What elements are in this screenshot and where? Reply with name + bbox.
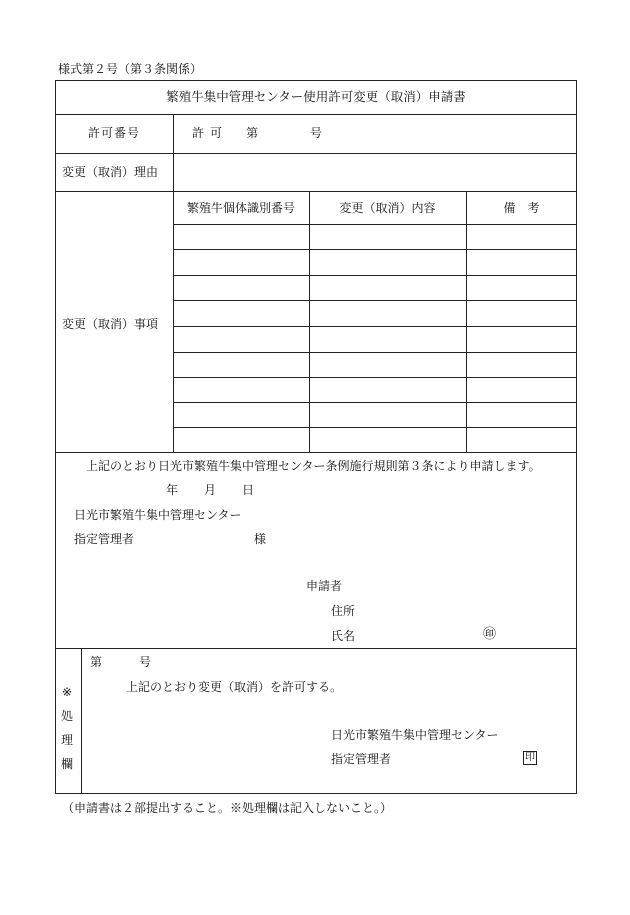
item-cattle-id-cell[interactable] — [174, 428, 309, 452]
header-remarks: 備 考 — [503, 201, 540, 215]
date-day: 日 — [242, 483, 255, 497]
item-remarks-cell[interactable] — [467, 225, 577, 249]
processing-char: 理 — [60, 733, 73, 747]
header-change-content: 変更（取消）内容 — [339, 201, 436, 215]
item-remarks-cell[interactable] — [467, 250, 577, 275]
processing-column-label — [60, 680, 74, 776]
addressee-manager: 指定管理者 — [74, 532, 135, 546]
item-cattle-id-cell[interactable] — [174, 327, 309, 352]
item-remarks-cell[interactable] — [467, 327, 577, 352]
address-label: 住所 — [331, 604, 356, 618]
permit-go: 号 — [310, 126, 323, 140]
form-number-label: 様式第２号（第３条関係） — [58, 62, 203, 76]
item-change-content-cell[interactable] — [310, 378, 466, 402]
date-year: 年 — [166, 483, 179, 497]
item-change-content-cell[interactable] — [310, 276, 466, 300]
item-remarks-cell[interactable] — [467, 301, 577, 326]
applicant-label: 申請者 — [306, 579, 343, 593]
date-month: 月 — [204, 483, 217, 497]
item-remarks-cell[interactable] — [467, 403, 577, 427]
permit-number-label: 許可番号 — [87, 126, 140, 140]
item-remarks-cell[interactable] — [467, 378, 577, 402]
change-items-label: 変更（取消）事項 — [62, 317, 159, 331]
item-change-content-cell[interactable] — [310, 301, 466, 326]
processing-center: 日光市繁殖牛集中管理センター — [331, 728, 499, 742]
item-cattle-id-cell[interactable] — [174, 250, 309, 275]
item-cattle-id-cell[interactable] — [174, 301, 309, 326]
divider — [55, 648, 577, 649]
applicant-address-field[interactable] — [368, 600, 568, 622]
processing-go: 号 — [139, 655, 152, 669]
processing-divider — [81, 648, 82, 794]
name-label: 氏名 — [331, 629, 356, 643]
divider — [55, 452, 577, 453]
processing-seal: 印 — [525, 752, 535, 763]
item-cattle-id-cell[interactable] — [174, 403, 309, 427]
permit-dai: 第 — [246, 126, 259, 140]
processing-dai: 第 — [90, 655, 103, 669]
change-reason-field[interactable] — [174, 154, 576, 191]
item-change-content-cell[interactable] — [310, 428, 466, 452]
item-cattle-id-cell[interactable] — [174, 378, 309, 402]
change-reason-label: 変更（取消）理由 — [62, 165, 159, 179]
header-cattle-id: 繁殖牛個体識別番号 — [186, 201, 295, 215]
item-change-content-cell[interactable] — [310, 250, 466, 275]
item-cattle-id-cell[interactable] — [174, 225, 309, 249]
item-cattle-id-cell[interactable] — [174, 353, 309, 377]
item-cattle-id-cell[interactable] — [174, 276, 309, 300]
addressee-sama: 様 — [254, 532, 267, 546]
addressee-center: 日光市繁殖牛集中管理センター — [74, 508, 242, 522]
form-title: 繁殖牛集中管理センター使用許可変更（取消）申請書 — [166, 89, 466, 104]
seal-mark: ㊞ — [483, 627, 497, 642]
item-change-content-cell[interactable] — [310, 353, 466, 377]
divider — [55, 191, 577, 192]
permit-kyoka: 許可 — [192, 126, 229, 140]
processing-char: 欄 — [60, 757, 73, 771]
item-remarks-cell[interactable] — [467, 276, 577, 300]
item-change-content-cell[interactable] — [310, 225, 466, 249]
processing-char: 処 — [60, 709, 73, 723]
declaration-text: 上記のとおり日光市繁殖牛集中管理センター条例施行規則第３条により申請します。 — [86, 459, 541, 473]
item-change-content-cell[interactable] — [310, 327, 466, 352]
processing-char: ※ — [61, 685, 73, 699]
applicant-name-field[interactable] — [368, 625, 478, 647]
divider — [55, 114, 577, 115]
item-change-content-cell[interactable] — [310, 403, 466, 427]
item-remarks-cell[interactable] — [467, 428, 577, 452]
item-remarks-cell[interactable] — [467, 353, 577, 377]
approval-text: 上記のとおり変更（取消）を許可する。 — [126, 680, 343, 694]
processing-manager: 指定管理者 — [331, 752, 392, 766]
footnote: （申請書は２部提出すること。※処理欄は記入しないこと。） — [62, 801, 393, 815]
